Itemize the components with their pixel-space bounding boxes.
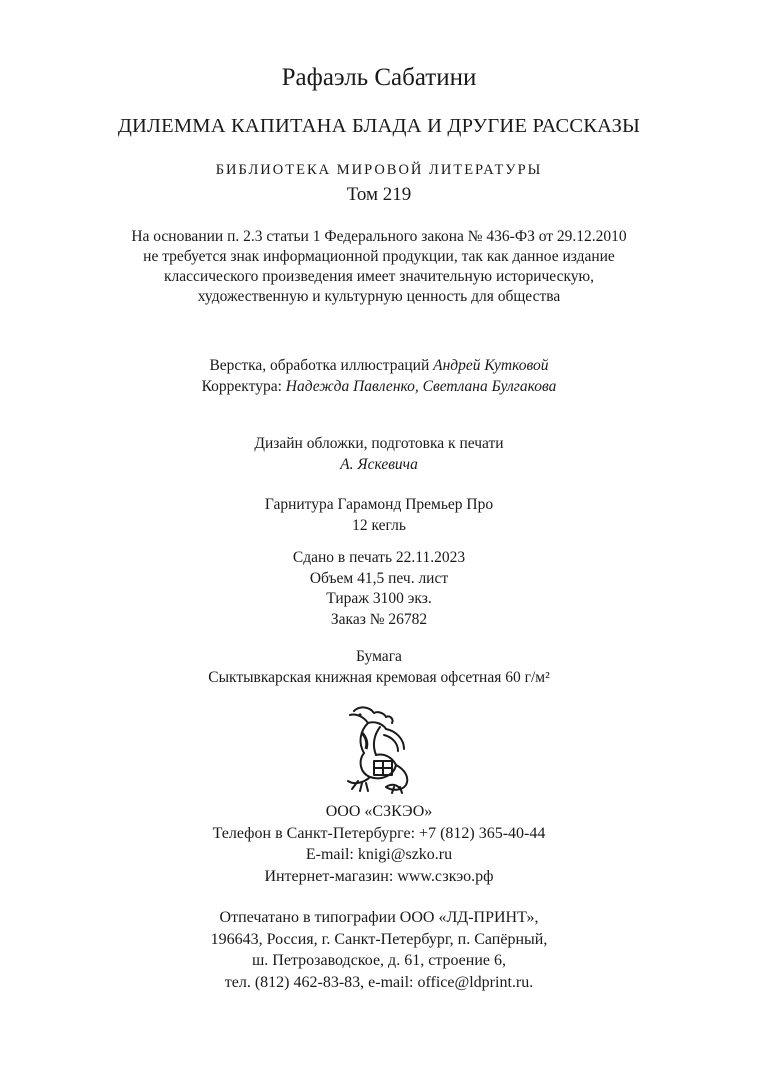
printer-info <box>0 907 758 993</box>
law-notice-line: художественную и культурную ценность для общества <box>197 288 561 305</box>
printer-address-2: ш. Петрозаводское, д. 61, строение 6, <box>251 952 507 969</box>
layout-credit-name: Андрей Кутковой <box>433 357 549 374</box>
printer-contacts: тел. (812) 462-83-83, e-mail: office@ldprint.ru. <box>224 973 534 991</box>
typeface-size: 12 кегль <box>352 517 406 534</box>
print-info <box>0 548 758 630</box>
typeface-info <box>0 494 758 536</box>
paper-label: Бумага <box>356 648 402 665</box>
print-order: Заказ № 26782 <box>330 610 428 628</box>
publisher-phone: Телефон в Санкт-Петербурге: +7 (812) 365-40-44 <box>212 824 546 842</box>
book-title: ДИЛЕММА КАПИТАНА БЛАДА И ДРУГИЕ РАССКАЗЫ <box>117 115 641 137</box>
printer-name: Отпечатано в типографии ООО «ЛД-ПРИНТ», <box>219 909 539 926</box>
publisher-info <box>0 801 758 887</box>
proof-credit-names: Надежда Павленко, Светлана Булгакова <box>285 378 557 395</box>
publisher-email: E-mail: knigi@szko.ru <box>305 846 453 863</box>
law-notice-line: не требуется знак информационной продукции, так как данное издание <box>143 248 615 265</box>
typeface-name: Гарнитура Гарамонд Премьер Про <box>264 496 494 513</box>
print-date: Сдано в печать 22.11.2023 <box>292 549 466 566</box>
design-credit-name: А. Яскевича <box>340 456 418 473</box>
proof-credit-label: Корректура: <box>201 378 286 395</box>
publisher-name: ООО «СЗКЭО» <box>325 803 433 820</box>
layout-credit-label: Верстка, обработка иллюстраций <box>209 357 434 374</box>
book-author: Рафаэль Сабатини <box>281 64 477 91</box>
print-volume: Объем 41,5 печ. лист <box>309 569 449 587</box>
print-run: Тираж 3100 экз. <box>326 590 432 607</box>
law-notice <box>0 227 758 307</box>
law-notice-line: классического произведения имеет значительную историческую, <box>164 268 594 285</box>
printer-address: 196643, Россия, г. Санкт-Петербург, п. Сапёрный, <box>210 930 548 948</box>
volume-number: Том 219 <box>346 184 412 205</box>
proof-credit <box>0 376 758 397</box>
publisher-shop: Интернет-магазин: www.сзкэо.рф <box>264 867 494 885</box>
dragon-emblem-icon <box>334 703 424 795</box>
paper-desc: Сыктывкарская книжная кремовая офсетная 60 г/м² <box>208 669 550 686</box>
design-credit-label: Дизайн обложки, подготовка к печати <box>254 435 504 452</box>
credits <box>0 355 758 397</box>
series-name: БИБЛИОТЕКА МИРОВОЙ ЛИТЕРАТУРЫ <box>215 162 543 178</box>
design-credit <box>0 433 758 475</box>
paper-info <box>0 646 758 688</box>
layout-credit <box>0 355 758 376</box>
law-notice-line: На основании п. 2.3 статьи 1 Федерального закона № 436-ФЗ от 29.12.2010 <box>131 228 627 245</box>
